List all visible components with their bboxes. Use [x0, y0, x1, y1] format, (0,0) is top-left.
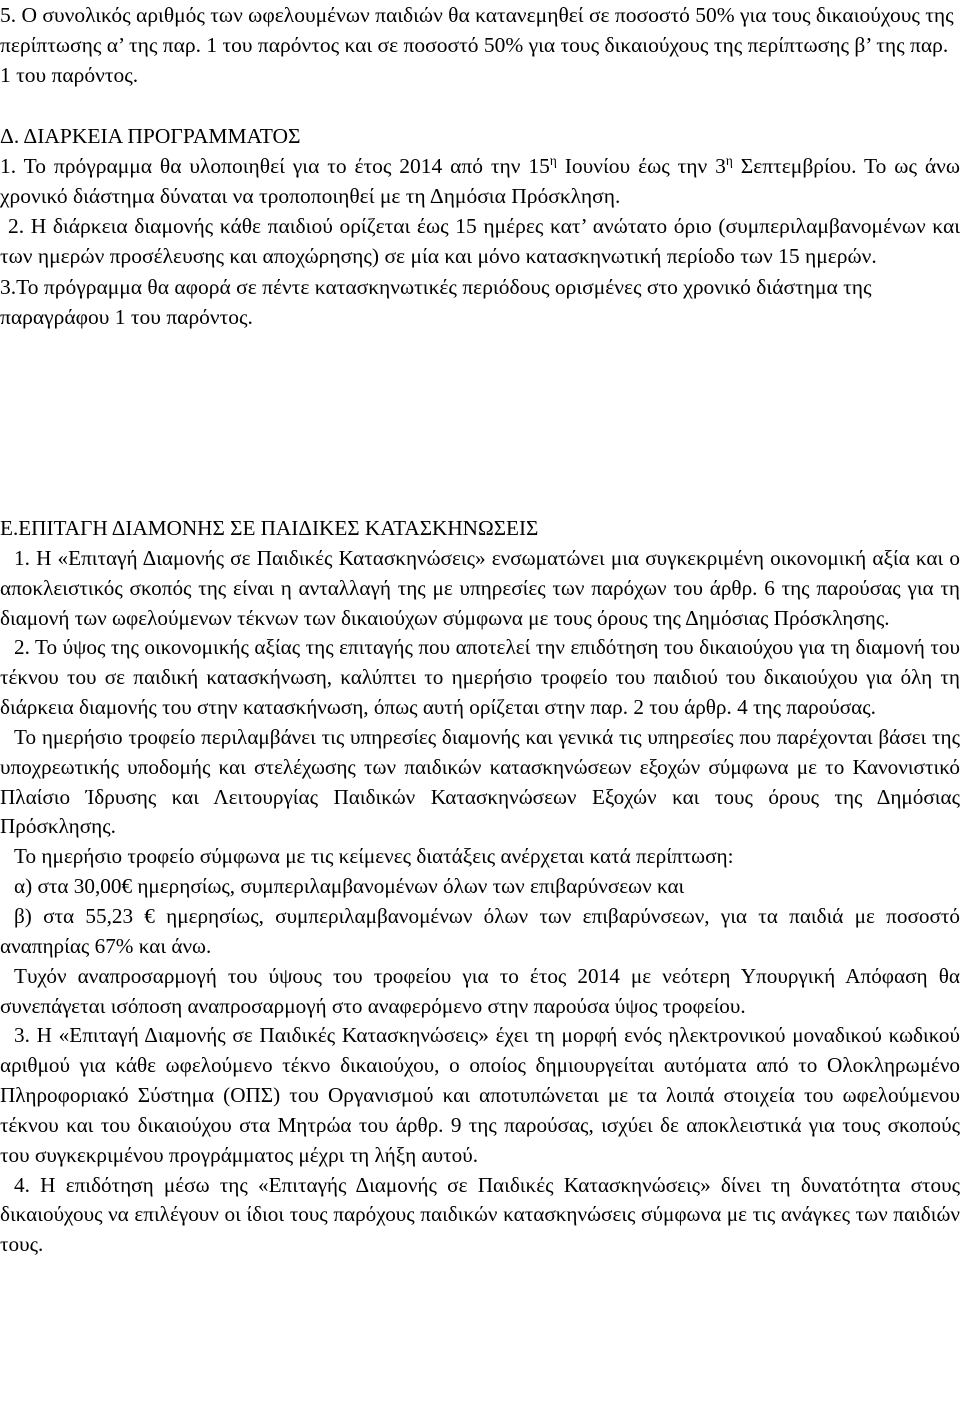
- document-section-upper: [0, 0, 960, 332]
- superscript-eta-1: η: [549, 152, 557, 168]
- section-e-paragraph-2-rate-a: α) στα 30,00€ ημερησίως, συμπεριλαμβανομένων όλων των επιβαρύνσεων και: [14, 874, 685, 899]
- document-section-lower: [0, 514, 960, 1260]
- section-e-paragraph-2: 2. Το ύψος της οικονομικής αξίας της επιταγής που αποτελεί την επιδότηση του δικαιούχου για τη διαμονή του τέκνου του σε παιδική κατασκήνωση, καλύπτει το ημερήσιο τροφείο του παιδιού του δικαιούχου για όλη τη διάρκεια διαμονής του στην κατασκήνωση, όπως αυτή ορίζεται στην παρ. 2 του άρθρ. 4 της παρούσας.: [0, 635, 960, 720]
- section-e-heading: Ε.ΕΠΙΤΑΓΗ ΔΙΑΜΟΝΗΣ ΣΕ ΠΑΙΔΙΚΕΣ ΚΑΤΑΣΚΗΝΩΣΕΙΣ: [0, 516, 539, 540]
- section-e-paragraph-1: 1. Η «Επιταγή Διαμονής σε Παιδικές Κατασκηνώσεις» ενσωματώνει μια συγκεκριμένη οικονομική αξία και ο αποκλειστικός σκοπός της είναι η ανταλλαγή της με υπηρεσίες των παρόχων του άρθρ. 6 της παρούσας για τη διαμονή των ωφελούμενων τέκνων των δικαιούχων σύμφωνα με τους όρους της Δημόσιας Πρόσκλησης.: [0, 545, 960, 630]
- section-e-paragraph-2-adjustment: Τυχόν αναπροσαρμογή του ύψους του τροφείου για το έτος 2014 με νεότερη Υπουργική Απόφαση θα συνεπάγεται ισόποση αναπροσαρμογή στο αναφερόμενο στην παρούσα ύψος τροφείου.: [0, 963, 960, 1018]
- section-e-paragraph-2-meal-services: Το ημερήσιο τροφείο περιλαμβάνει τις υπηρεσίες διαμονής και γενικά τις υπηρεσίες που παρέχονται βάσει της υποχρεωτικής υποδομής και στελέχωσης των παιδικών κατασκηνώσεων εξοχών σύμφωνα με το Κανονιστικό Πλαίσιο Ίδρυσης και Λειτουργίας Παιδικών Κατασκηνώσεων Εξοχών και τους όρους της Δημόσιας Πρόσκλησης.: [0, 724, 960, 839]
- section-e-paragraph-3: 3. Η «Επιταγή Διαμονής σε Παιδικές Κατασκηνώσεις» έχει τη μορφή ενός ηλεκτρονικού μοναδικού κωδικού αριθμού για κάθε ωφελούμενο τέκνο δικαιούχου, ο οποίος δημιουργείται αυτόματα από το Ολοκληρωμένο Πληροφοριακό Σύστημα (ΟΠΣ) του Οργανισμού και αποτυπώνεται με τα λοιπά στοιχεία του ωφελούμενου τέκνου και του δικαιούχου στα Μητρώα του άρθρ. 9 της παρούσας, ισχύει δε αποκλειστικά για τους σκοπούς του συγκεκριμένου προγράμματος μέχρι τη λήξη αυτού.: [0, 1023, 960, 1167]
- paragraph-5-beneficiary-distribution: 5. Ο συνολικός αριθμός των ωφελουμένων παιδιών θα κατανεμηθεί σε ποσοστό 50% για τους δικαιούχους της περίπτωσης α’ της παρ. 1 του παρόντος και σε ποσοστό 50% για τους δικαιούχους της περίπτωσης β’ της παρ. 1 του παρόντος.: [0, 3, 954, 88]
- section-d-paragraph-2: 2. Η διάρκεια διαμονής κάθε παιδιού ορίζεται έως 15 ημέρες κατ’ ανώτατο όριο (συμπεριλαμβανομένων και των ημερών προσέλευσης και αποχώρησης) σε μία και μόνο κατασκηνωτική περίοδο των 15 ημερών.: [0, 214, 960, 269]
- section-d-p1-part-b: Ιουνίου έως την 3: [556, 153, 726, 178]
- section-d-p1-part-a: 1. Το πρόγραμμα θα υλοποιηθεί για το έτος 2014 από την 15: [0, 153, 550, 178]
- superscript-eta-2: η: [725, 152, 733, 168]
- section-e-paragraph-4: 4. Η επιδότηση μέσω της «Επιταγής Διαμονής σε Παιδικές Κατασκηνώσεις» δίνει τη δυνατότητα στους δικαιούχους να επιλέγουν οι ίδιοι τους παρόχους παιδικών κατασκηνώσεις σύμφωνα με τις ανάγκες των παιδιών τους.: [0, 1172, 960, 1257]
- section-d-paragraph-3: 3.Το πρόγραμμα θα αφορά σε πέντε κατασκηνωτικές περιόδους ορισμένες στο χρονικό διάστημα της παραγράφου 1 του παρόντος.: [0, 274, 872, 329]
- section-d-p1-part-c: Σεπτεμβρίου. Το ως άνω χρονικό διάστημα δύναται να τροποποιηθεί με τη Δημόσια Πρόσκληση.: [0, 153, 960, 209]
- section-d-heading: Δ. ΔΙΑΡΚΕΙΑ ΠΡΟΓΡΑΜΜΑΤΟΣ: [0, 123, 301, 148]
- section-d-paragraph-1: [0, 151, 960, 211]
- section-e-paragraph-2-daily-rate-intro: Το ημερήσιο τροφείο σύμφωνα με τις κείμενες διατάξεις ανέρχεται κατά περίπτωση:: [14, 844, 734, 869]
- section-e-paragraph-2-rate-b: β) στα 55,23 € ημερησίως, συμπεριλαμβανομένων όλων των επιβαρύνσεων, για τα παιδιά με ποσοστό αναπηρίας 67% και άνω.: [0, 903, 960, 958]
